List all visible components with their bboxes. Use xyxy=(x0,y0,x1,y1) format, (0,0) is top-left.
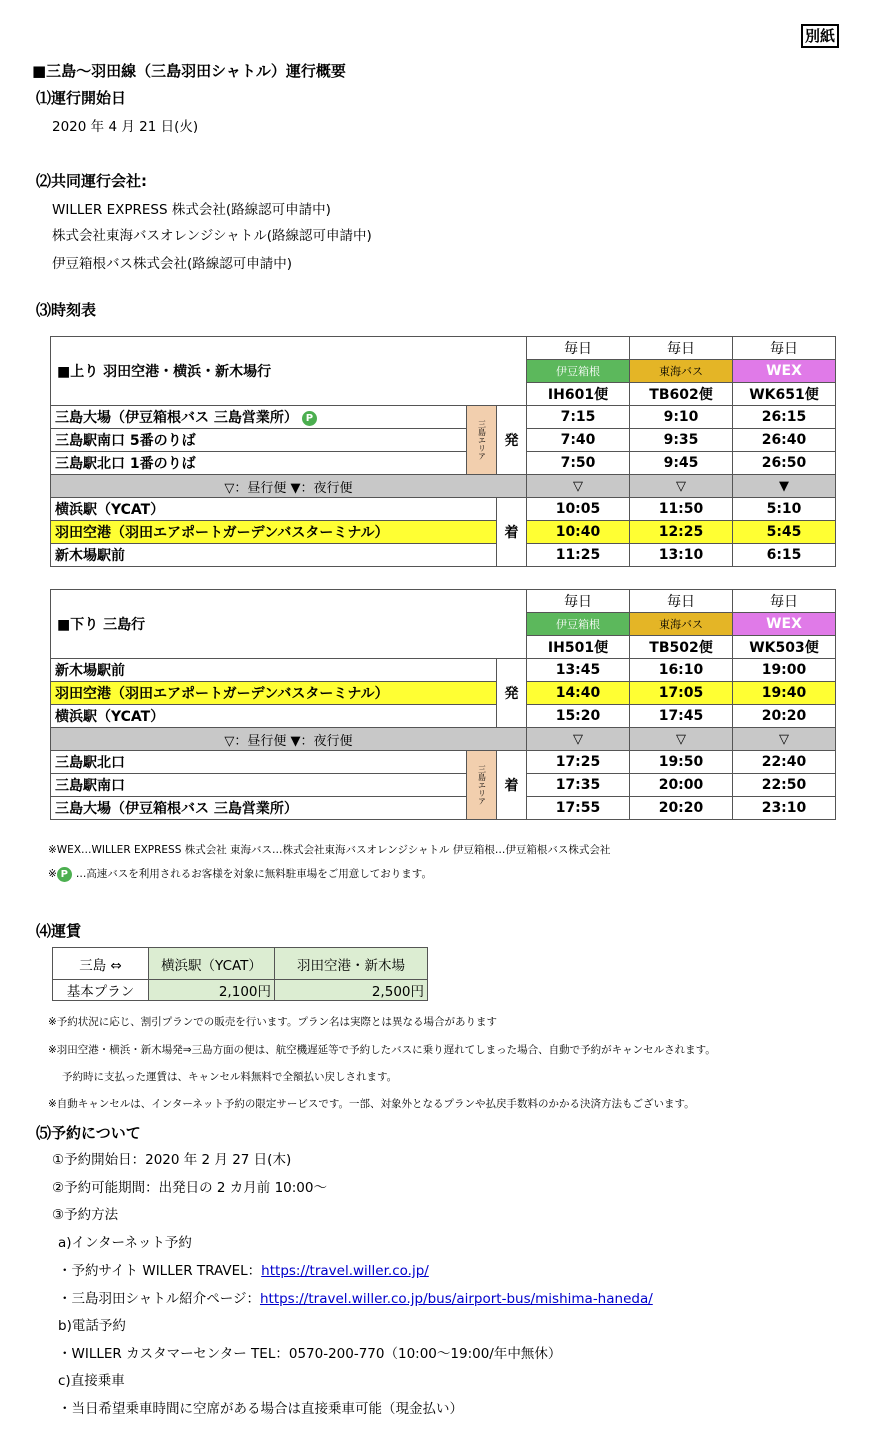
arrival-label: 着 xyxy=(497,498,527,567)
stop-name: 三島駅北口 xyxy=(51,751,467,774)
time-cell: 19:00 xyxy=(733,659,836,682)
daily-label: 毎日 xyxy=(527,337,630,360)
table-row xyxy=(51,797,836,820)
service-legend: ▽：昼行便 ▼：夜行便 xyxy=(51,728,527,751)
time-cell: 17:45 xyxy=(630,705,733,728)
time-cell: 6:15 xyxy=(733,544,836,567)
time-cell: 7:50 xyxy=(527,452,630,475)
time-cell: 11:50 xyxy=(630,498,733,521)
time-cell: 16:10 xyxy=(630,659,733,682)
time-cell: 7:15 xyxy=(527,406,630,429)
stop-name: 三島駅北口 1番のりば xyxy=(51,452,467,475)
internet-reservation: a)インターネット予約 xyxy=(58,1235,192,1251)
stop-name: 三島駅南口 xyxy=(51,774,467,797)
stop-name: 羽田空港（羽田エアポートガーデンバスターミナル） xyxy=(51,521,497,544)
flight-number: TB602便 xyxy=(630,383,733,406)
time-cell: 13:10 xyxy=(630,544,733,567)
section-fare-heading: ⑷運賃 xyxy=(36,922,82,940)
attachment-badge: 別紙 xyxy=(801,24,839,48)
time-cell: 13:45 xyxy=(527,659,630,682)
fare-row-label: 基本プラン xyxy=(53,980,149,1001)
time-cell: 5:45 xyxy=(733,521,836,544)
parking-icon: P xyxy=(302,411,317,426)
departure-label: 発 xyxy=(497,406,527,475)
time-cell: 12:25 xyxy=(630,521,733,544)
shuttle-page-line xyxy=(58,1287,653,1307)
reservation-period: ②予約可能期間：出発日の 2 カ月前 10:00～ xyxy=(52,1180,327,1196)
table-row xyxy=(51,751,836,774)
daily-label: 毎日 xyxy=(630,337,733,360)
service-mark: ▽ xyxy=(733,728,836,751)
mishima-area-label: 三島エリア xyxy=(467,406,497,475)
fare-price-haneda: 2,500円 xyxy=(275,980,428,1001)
departure-label: 発 xyxy=(497,659,527,728)
service-mark: ▼ xyxy=(733,475,836,498)
time-cell: 17:25 xyxy=(527,751,630,774)
willer-travel-link[interactable]: https://travel.willer.co.jp/ xyxy=(261,1263,429,1279)
time-cell: 17:55 xyxy=(527,797,630,820)
note-prefix: ※ xyxy=(48,868,57,880)
table-row-highlight xyxy=(51,521,836,544)
time-cell: 22:40 xyxy=(733,751,836,774)
stop-name: 横浜駅（YCAT） xyxy=(51,705,497,728)
parking-note-text: …高速バスを利用されるお客様を対象に無料駐車場をご用意しております。 xyxy=(75,868,432,880)
time-cell: 15:20 xyxy=(527,705,630,728)
daily-label: 毎日 xyxy=(527,590,630,613)
fare-price-yokohama: 2,100円 xyxy=(149,980,275,1001)
table-row xyxy=(51,429,836,452)
service-mark: ▽ xyxy=(630,475,733,498)
operator-line-1: WILLER EXPRESS 株式会社(路線認可申請中) xyxy=(52,202,331,218)
fare-col-yokohama: 横浜駅（YCAT） xyxy=(149,948,275,980)
flight-number: WK651便 xyxy=(733,383,836,406)
table-row xyxy=(51,406,836,429)
parking-icon: P xyxy=(57,867,72,882)
reservation-method: ③予約方法 xyxy=(52,1207,119,1223)
parking-note xyxy=(48,866,432,882)
time-cell: 26:50 xyxy=(733,452,836,475)
reservation-start: ①予約開始日：2020 年 2 月 27 日(木) xyxy=(52,1152,292,1168)
time-cell: 23:10 xyxy=(733,797,836,820)
stop-name: 三島大場（伊豆箱根バス 三島営業所） xyxy=(51,797,467,820)
company-izuhakone: 伊豆箱根 xyxy=(527,613,630,636)
company-wex: WEX xyxy=(733,613,836,636)
time-cell: 22:50 xyxy=(733,774,836,797)
document-title: ■三島～羽田線（三島羽田シャトル）運行概要 xyxy=(32,62,346,80)
table-row xyxy=(51,774,836,797)
table-row xyxy=(51,452,836,475)
time-cell: 9:10 xyxy=(630,406,733,429)
phone-reservation: b)電話予約 xyxy=(58,1318,126,1334)
willer-travel-line xyxy=(58,1259,429,1279)
shuttle-page-label: ・三島羽田シャトル紹介ページ： xyxy=(58,1291,260,1307)
company-wex: WEX xyxy=(733,360,836,383)
time-cell: 20:00 xyxy=(630,774,733,797)
time-cell: 10:40 xyxy=(527,521,630,544)
time-cell: 9:35 xyxy=(630,429,733,452)
fare-note-2: ※羽田空港・横浜・新木場発⇒三島方面の便は、航空機遅延等で予約したバスに乗り遅れてしまった場合、自動で予約がキャンセルされます。 xyxy=(48,1044,716,1056)
time-cell: 17:05 xyxy=(630,682,733,705)
table-row xyxy=(51,544,836,567)
stop-name: 三島大場（伊豆箱根バス 三島営業所） P xyxy=(51,406,467,429)
service-legend: ▽：昼行便 ▼：夜行便 xyxy=(51,475,527,498)
time-cell: 19:50 xyxy=(630,751,733,774)
table-row xyxy=(51,705,836,728)
service-mark: ▽ xyxy=(630,728,733,751)
shuttle-page-link[interactable]: https://travel.willer.co.jp/bus/airport-bus/mishima-haneda/ xyxy=(259,1291,653,1307)
service-mark: ▽ xyxy=(527,728,630,751)
table-row xyxy=(51,498,836,521)
section-timetable-heading: ⑶時刻表 xyxy=(36,301,97,319)
section-reservation-heading: ⑸予約について xyxy=(36,1124,141,1142)
fare-corner: 三島 ⇔ xyxy=(53,948,149,980)
mishima-area-label: 三島エリア xyxy=(467,751,497,820)
company-abbrev-note: ※WEX…WILLER EXPRESS 株式会社 東海バス…株式会社東海バスオレンジシャトル 伊豆箱根…伊豆箱根バス株式会社 xyxy=(48,844,611,856)
time-cell: 20:20 xyxy=(733,705,836,728)
legend-row xyxy=(51,728,836,751)
direct-boarding-note: ・当日希望乗車時間に空席がある場合は直接乗車可能（現金払い） xyxy=(58,1401,463,1417)
willer-travel-label: ・予約サイト WILLER TRAVEL： xyxy=(58,1263,262,1279)
arrival-label: 着 xyxy=(497,751,527,820)
stop-name: 新木場駅前 xyxy=(51,659,497,682)
fare-col-haneda: 羽田空港・新木場 xyxy=(275,948,428,980)
fare-table xyxy=(52,947,428,1001)
flight-number: IH501便 xyxy=(527,636,630,659)
company-tokai: 東海バス xyxy=(630,613,733,636)
time-cell: 7:40 xyxy=(527,429,630,452)
stop-name: 新木場駅前 xyxy=(51,544,497,567)
timetable-up-title: ■上り 羽田空港・横浜・新木場行 xyxy=(51,337,527,406)
time-cell: 14:40 xyxy=(527,682,630,705)
legend-row xyxy=(51,475,836,498)
time-cell: 26:15 xyxy=(733,406,836,429)
flight-number: WK503便 xyxy=(733,636,836,659)
flight-number: IH601便 xyxy=(527,383,630,406)
fare-note-3: 予約時に支払った運賃は、キャンセル料無料で全額払い戻しされます。 xyxy=(62,1071,398,1083)
timetable-up xyxy=(50,336,836,567)
operator-line-2: 株式会社東海バスオレンジシャトル(路線認可申請中) xyxy=(52,228,372,244)
section-operators-heading: ⑵共同運行会社: xyxy=(36,172,147,190)
stop-name: 羽田空港（羽田エアポートガーデンバスターミナル） xyxy=(51,682,497,705)
daily-label: 毎日 xyxy=(733,590,836,613)
fare-note-1: ※予約状況に応じ、割引プランでの販売を行います。プラン名は実際とは異なる場合があります xyxy=(48,1016,497,1028)
time-cell: 9:45 xyxy=(630,452,733,475)
daily-label: 毎日 xyxy=(733,337,836,360)
time-cell: 19:40 xyxy=(733,682,836,705)
service-mark: ▽ xyxy=(527,475,630,498)
time-cell: 26:40 xyxy=(733,429,836,452)
timetable-down xyxy=(50,589,836,820)
stop-name: 三島駅南口 5番のりば xyxy=(51,429,467,452)
table-row xyxy=(51,659,836,682)
operator-line-3: 伊豆箱根バス株式会社(路線認可申請中) xyxy=(52,256,293,272)
time-cell: 20:20 xyxy=(630,797,733,820)
start-date-text: 2020 年 4 月 21 日(火) xyxy=(52,119,199,135)
fare-note-4: ※自動キャンセルは、インターネット予約の限定サービスです。一部、対象外となるプランや払戻手数料のかかる決済方法もございます。 xyxy=(48,1098,695,1110)
company-izuhakone: 伊豆箱根 xyxy=(527,360,630,383)
direct-boarding: c)直接乗車 xyxy=(58,1373,125,1389)
stop-name: 横浜駅（YCAT） xyxy=(51,498,497,521)
section-start-date-heading: ⑴運行開始日 xyxy=(36,89,127,107)
time-cell: 17:35 xyxy=(527,774,630,797)
timetable-down-title: ■下り 三島行 xyxy=(51,590,527,659)
daily-label: 毎日 xyxy=(630,590,733,613)
company-tokai: 東海バス xyxy=(630,360,733,383)
flight-number: TB502便 xyxy=(630,636,733,659)
time-cell: 10:05 xyxy=(527,498,630,521)
time-cell: 5:10 xyxy=(733,498,836,521)
time-cell: 11:25 xyxy=(527,544,630,567)
table-row-highlight xyxy=(51,682,836,705)
customer-center: ・WILLER カスタマーセンター TEL：0570-200-770（10:00～19:00/年中無休） xyxy=(58,1346,562,1362)
